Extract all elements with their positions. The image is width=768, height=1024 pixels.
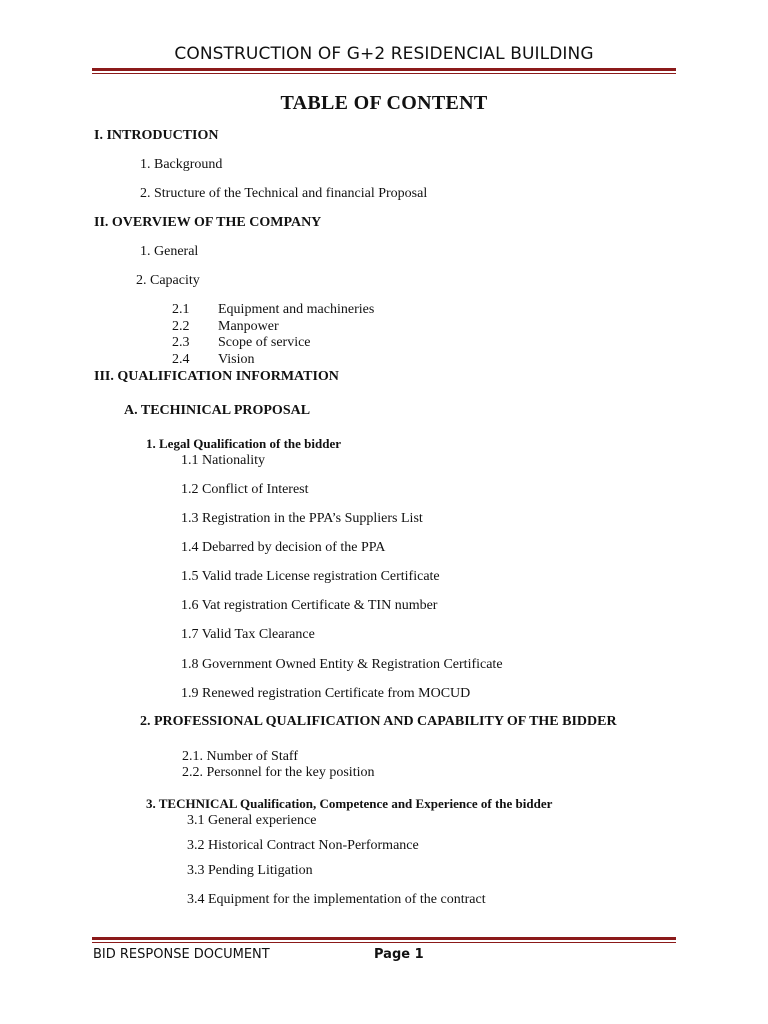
heading-technical-qualification	[146, 796, 552, 812]
toc-item-general-experience: 3.1 General experience	[187, 813, 317, 828]
section-overview: II. OVERVIEW OF THE COMPANY	[94, 215, 322, 230]
header-rule-thick	[92, 68, 676, 71]
toc-subitem-vision: Vision	[218, 352, 255, 367]
toc-item-nationality: 1.1 Nationality	[181, 453, 265, 468]
toc-subitem-number: 2.1	[172, 302, 190, 317]
toc-item-trade-license: 1.5 Valid trade License registration Certificate	[181, 569, 440, 584]
toc-item-equipment-contract: 3.4 Equipment for the implementation of the contract	[187, 892, 486, 907]
toc-item-number-of-staff: 2.1. Number of Staff	[182, 749, 298, 764]
subsection-technical-proposal: A. TECHINICAL PROPOSAL	[124, 403, 311, 418]
toc-item-general: 1. General	[140, 244, 199, 259]
toc-subitem-equipment: Equipment and machineries	[218, 302, 375, 317]
toc-item-tax-clearance: 1.7 Valid Tax Clearance	[181, 627, 315, 642]
toc-item-background: 1. Background	[140, 157, 223, 172]
section-introduction: I. INTRODUCTION	[94, 128, 219, 143]
toc-subitem-number: 2.2	[172, 319, 190, 334]
toc-item-capacity: 2. Capacity	[136, 273, 200, 288]
footer-document-name: BID RESPONSE DOCUMENT	[93, 947, 270, 962]
heading-professional-qualification: 2. PROFESSIONAL QUALIFICATION AND CAPABILITY OF THE BIDDER	[140, 714, 617, 729]
heading-technical-prefix: 3. TECHNICAL	[146, 796, 237, 811]
footer-page-number: Page 1	[374, 947, 424, 962]
toc-item-registration-ppa: 1.3 Registration in the PPA’s Suppliers List	[181, 511, 423, 526]
toc-item-conflict: 1.2 Conflict of Interest	[181, 482, 309, 497]
toc-subitem-manpower: Manpower	[218, 319, 279, 334]
toc-title: TABLE OF CONTENT	[280, 92, 488, 114]
toc-item-renewed-registration: 1.9 Renewed registration Certificate from MOCUD	[181, 686, 471, 701]
toc-item-government-owned: 1.8 Government Owned Entity & Registration Certificate	[181, 657, 503, 672]
toc-item-structure: 2. Structure of the Technical and financial Proposal	[140, 186, 428, 201]
toc-subitem-scope: Scope of service	[218, 335, 311, 350]
toc-item-non-performance: 3.2 Historical Contract Non-Performance	[187, 838, 419, 853]
section-qualification: III. QUALIFICATION INFORMATION	[94, 369, 339, 384]
toc-item-debarred: 1.4 Debarred by decision of the PPA	[181, 540, 386, 555]
toc-subitem-number: 2.3	[172, 335, 190, 350]
heading-technical-rest: Qualification, Competence and Experience of the bidder	[236, 796, 553, 811]
document-header-title: CONSTRUCTION OF G+2 RESIDENCIAL BUILDING	[174, 44, 594, 64]
footer-rule-thin	[92, 942, 676, 943]
toc-subitem-number: 2.4	[172, 352, 190, 367]
toc-item-pending-litigation: 3.3 Pending Litigation	[187, 863, 313, 878]
header-rule-thin	[92, 73, 676, 74]
toc-item-key-personnel: 2.2. Personnel for the key position	[182, 765, 375, 780]
toc-item-vat: 1.6 Vat registration Certificate & TIN number	[181, 598, 438, 613]
footer-rule-thick	[92, 937, 676, 940]
heading-legal-qualification: 1. Legal Qualification of the bidder	[146, 436, 341, 451]
